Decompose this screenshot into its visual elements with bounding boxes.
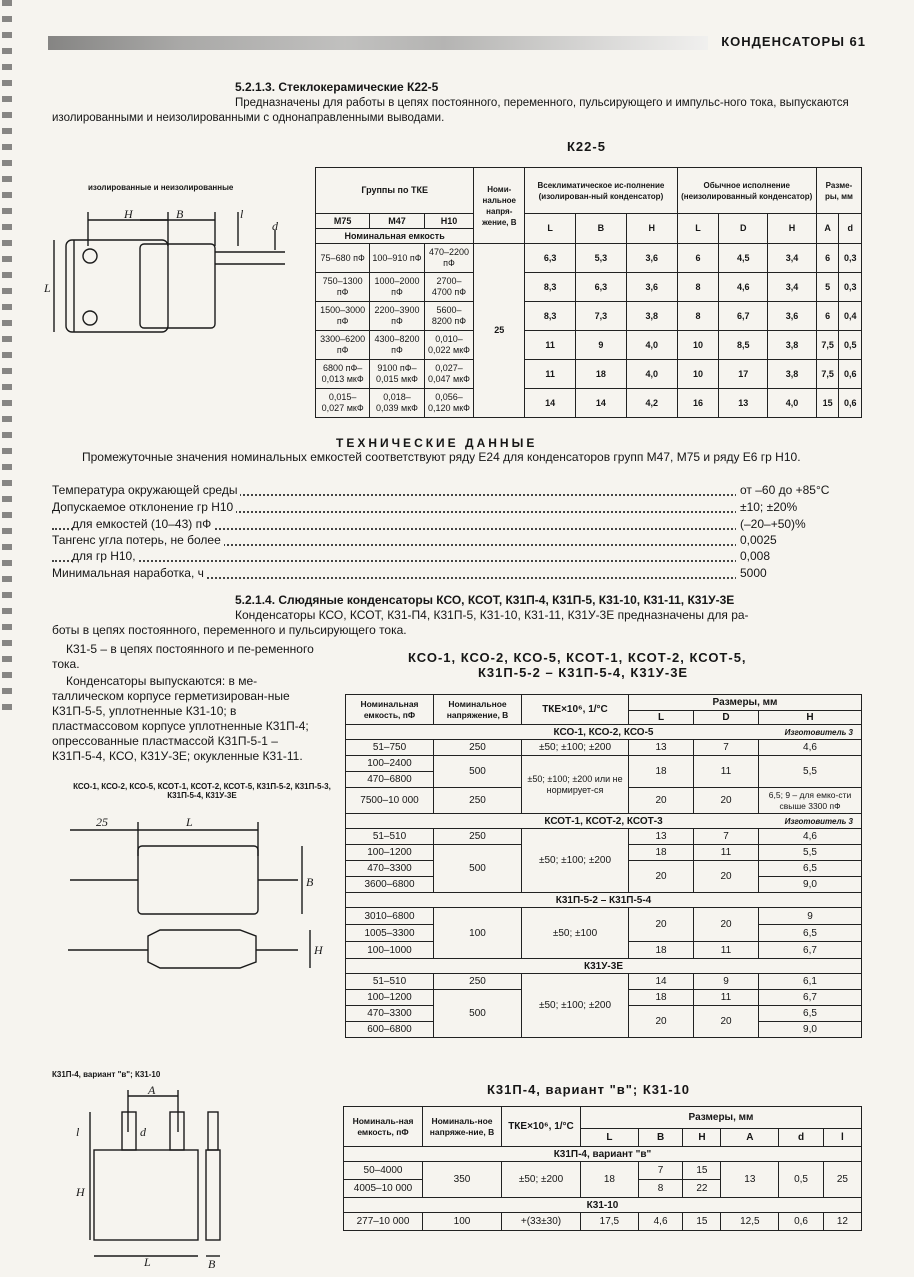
tech-value: 5000 (736, 566, 767, 580)
th-h10: Н10 (424, 214, 474, 229)
size-cell: 20 (694, 861, 759, 893)
dim-label-l: l (76, 1125, 80, 1139)
cap-cell: 100–1000 (346, 942, 434, 959)
size-cell: 5,5 (759, 756, 862, 788)
size-cell: 20 (629, 861, 694, 893)
group-header: КСОТ-1, КСОТ-2, КСОТ-3 Изготовитель 3 (346, 814, 862, 829)
table2-caption-1: КСО-1, КСО-2, КСО-5, КСОТ-1, КСОТ-2, КСОТ-5, (408, 650, 747, 665)
th-capacitance: Номинальная емкость, пФ (346, 695, 434, 725)
tech-label: для емкостей (10–43) пФ (72, 517, 214, 531)
cap-cell: 51–510 (346, 974, 434, 990)
size-cell: 17 (719, 360, 768, 389)
volt-cell: 500 (434, 845, 522, 893)
cap-cell: 470–3300 (346, 1006, 434, 1022)
size-cell: 20 (629, 788, 694, 814)
size-cell: 14 (525, 389, 576, 418)
th-sub: d (839, 214, 862, 244)
size-cell: 0,5 (839, 331, 862, 360)
tke-cell: ±50; ±100; ±200 (522, 974, 629, 1038)
cap-cell: 51–510 (346, 829, 434, 845)
capacitance-cell: 0,056–0,120 мкФ (424, 389, 474, 418)
tke-cell: ±50; ±100; ±200 (522, 829, 629, 893)
tech-value: 0,008 (736, 549, 770, 563)
size-cell: 4,6 (638, 1213, 683, 1231)
th-sub: D (719, 214, 768, 244)
figure-caption-k22-5: изолированные и неизолированные (88, 183, 234, 192)
size-cell: 4,2 (626, 389, 677, 418)
size-cell: 9,0 (759, 877, 862, 893)
capacitance-cell: 470–2200 пФ (424, 244, 474, 273)
capacitance-cell: 6800 пФ–0,013 мкФ (316, 360, 370, 389)
size-cell: 15 (683, 1213, 721, 1231)
tke-cell: ±50; ±200 (502, 1162, 581, 1198)
th-voltage: Номиналь-ное напряже-ние, В (423, 1107, 502, 1147)
mica-text-2: Конденсаторы выпускаются: в ме-таллическом корпусе герметизирован-ные К31П-5-5, уплотненные К31-10; в пластмассовом корпусе уплотненные К31П-4; опрессованные пластмассой К31П-5-1 – К31П-5-4, КСО, К31У-3Е; окукленные К31-11. (52, 674, 309, 763)
th-sub: B (638, 1129, 683, 1147)
size-cell: 0,6 (839, 360, 862, 389)
volt-cell: 250 (434, 740, 522, 756)
table-row (316, 244, 862, 273)
size-cell: 4,6 (759, 829, 862, 845)
size-cell: 8,5 (719, 331, 768, 360)
cap-cell: 600–6800 (346, 1022, 434, 1038)
k22-5-outline-drawing (40, 200, 300, 350)
size-cell: 20 (694, 908, 759, 942)
dim-label-l: l (240, 207, 244, 221)
th-groups: Группы по ТКЕ (316, 168, 474, 214)
capacitance-cell: 4300–8200 пФ (370, 331, 424, 360)
section-intro-k22-5: Предназначены для работы в цепях постоянного, переменного, пульсирующего и импульс-ного тока, выпускаются изолированными и неизолированными с однонаправленными выводами. (52, 97, 849, 124)
size-cell: 20 (694, 788, 759, 814)
size-cell: 9 (759, 908, 862, 925)
size-cell: 6,7 (759, 942, 862, 959)
size-cell: 22 (683, 1180, 721, 1198)
size-cell: 20 (629, 908, 694, 942)
th-sub: H (768, 214, 817, 244)
size-cell: 3,4 (768, 273, 817, 302)
size-cell: 18 (629, 990, 694, 1006)
th-sub: A (816, 214, 839, 244)
size-cell: 7 (694, 829, 759, 845)
capacitance-cell: 2700–4700 пФ (424, 273, 474, 302)
capacitance-cell: 0,010–0,022 мкФ (424, 331, 474, 360)
size-cell: 8 (638, 1180, 683, 1198)
size-cell: 7 (694, 740, 759, 756)
th-tke: ТКЕ×10⁶, 1/°С (502, 1107, 581, 1147)
dim-label-L: L (186, 815, 193, 829)
size-cell: 7 (638, 1162, 683, 1180)
size-cell: 13 (629, 829, 694, 845)
th-voltage: Номи-нальное напря-жение, В (474, 168, 525, 244)
size-cell: 11 (694, 845, 759, 861)
capacitance-cell: 2200–3900 пФ (370, 302, 424, 331)
size-cell: 6 (677, 244, 719, 273)
size-cell: 6,7 (719, 302, 768, 331)
size-cell: 7,5 (816, 360, 839, 389)
th-sub: L (629, 711, 694, 725)
size-cell: 11 (694, 990, 759, 1006)
capacitance-cell: 100–910 пФ (370, 244, 424, 273)
group-header: К31П-4, вариант "в" (344, 1147, 862, 1162)
dim-label-H: H (76, 1185, 85, 1199)
tech-value: от –60 до +85°С (736, 483, 829, 497)
size-cell: 4,6 (719, 273, 768, 302)
th-sub: d (779, 1129, 824, 1147)
volt-cell: 100 (434, 908, 522, 959)
size-cell: 11 (694, 756, 759, 788)
size-cell: 9,0 (759, 1022, 862, 1038)
size-cell: 8,3 (525, 302, 576, 331)
size-cell: 6,3 (525, 244, 576, 273)
th-sub: l (823, 1129, 861, 1147)
dim-label-B: B (306, 875, 314, 889)
size-cell: 17,5 (581, 1213, 639, 1231)
group-header: КСО-1, КСО-2, КСО-5 Изготовитель 3 (346, 725, 862, 740)
th-m47: М47 (370, 214, 424, 229)
capacitance-cell: 0,027–0,047 мкФ (424, 360, 474, 389)
size-cell: 5,3 (576, 244, 627, 273)
table3-caption: К31П-4, вариант "в"; К31-10 (487, 1082, 691, 1097)
size-cell: 15 (683, 1162, 721, 1180)
dim-label-25: 25 (96, 815, 108, 829)
group-header: К31-10 (344, 1198, 862, 1213)
dim-label-H: H (124, 207, 133, 221)
capacitance-cell: 750–1300 пФ (316, 273, 370, 302)
size-cell: 18 (629, 756, 694, 788)
k31p4-table (343, 1106, 862, 1231)
size-cell: 18 (629, 942, 694, 959)
size-cell: 13 (719, 389, 768, 418)
size-cell: 0,6 (839, 389, 862, 418)
dim-label-L: L (144, 1255, 151, 1269)
size-cell: 6,5 (759, 1006, 862, 1022)
th-allclimate: Всеклиматическое ис-полнение (изолирован-ный конденсатор) (525, 168, 677, 214)
size-cell: 4,5 (719, 244, 768, 273)
cap-cell: 100–1200 (346, 990, 434, 1006)
tech-label: для гр Н10, (72, 549, 139, 563)
th-sub: H (683, 1129, 721, 1147)
size-cell: 3,6 (626, 244, 677, 273)
table-row (344, 1213, 862, 1231)
header-band (48, 36, 708, 50)
size-cell: 8 (677, 273, 719, 302)
dim-label-L: L (44, 281, 51, 295)
tech-value: (–20–+50)% (736, 517, 806, 531)
size-cell: 6 (816, 244, 839, 273)
capacitance-cell: 0,015–0,027 мкФ (316, 389, 370, 418)
k31p4-outline-drawing (66, 1084, 246, 1270)
table-row (316, 331, 862, 360)
voltage-cell: 25 (474, 244, 525, 418)
capacitance-cell: 1000–2000 пФ (370, 273, 424, 302)
tech-label: Тангенс угла потерь, не более (52, 533, 224, 547)
size-cell: 13 (721, 1162, 779, 1198)
dim-label-B: B (208, 1257, 216, 1270)
size-cell: 6,7 (759, 990, 862, 1006)
size-cell: 6,5; 9 – для емко-сти свыше 3300 пФ (759, 788, 862, 814)
size-cell: 3,8 (768, 360, 817, 389)
group-header: К31У-3Е (346, 959, 862, 974)
size-cell: 18 (581, 1162, 639, 1198)
tke-cell: ±50; ±100; ±200 (522, 740, 629, 756)
tke-cell: ±50; ±100 (522, 908, 629, 959)
section-intro-mica-1: Конденсаторы КСО, КСОТ, К31-П4, К31П-5, К31-10, К31-11, К31У-3Е предназначены для ра- (235, 608, 749, 622)
size-cell: 0,6 (779, 1213, 824, 1231)
size-cell: 14 (629, 974, 694, 990)
size-cell: 11 (694, 942, 759, 959)
th-voltage: Номинальное напряжение, В (434, 695, 522, 725)
size-cell: 4,0 (626, 331, 677, 360)
th-sub: H (759, 711, 862, 725)
volt-cell: 250 (434, 974, 522, 990)
figure-caption-kso: КСО-1, КСО-2, КСО-5, КСОТ-1, КСОТ-2, КСОТ-5, К31П-5-2, К31П-5-3, К31П-5-4, К31У-3Е (73, 782, 331, 800)
size-cell: 18 (629, 845, 694, 861)
size-cell: 4,6 (759, 740, 862, 756)
size-cell: 12,5 (721, 1213, 779, 1231)
section-title-k22-5: 5.2.1.3. Стеклокерамические К22-5 (235, 80, 439, 94)
section-intro-mica-2: боты в цепях постоянного, переменного и пульсирующего тока. (52, 623, 407, 637)
size-cell: 8,3 (525, 273, 576, 302)
tech-row (52, 549, 862, 566)
cap-cell: 470–6800 (346, 772, 434, 788)
tech-row (52, 533, 862, 550)
cap-cell: 50–4000 (344, 1162, 423, 1180)
volt-cell: 250 (434, 788, 522, 814)
th-capacitance: Номиналь-ная емкость, пФ (344, 1107, 423, 1147)
size-cell: 0,4 (839, 302, 862, 331)
th-sub: H (626, 214, 677, 244)
size-cell: 4,0 (626, 360, 677, 389)
figure-caption-k31p4: К31П-4, вариант "в"; К31-10 (52, 1070, 161, 1079)
tke-cell: ±50; ±100; ±200 или не нормирует-ся (522, 756, 629, 814)
dim-label-d: d (272, 219, 278, 233)
capacitance-cell: 9100 пФ–0,015 мкФ (370, 360, 424, 389)
size-cell: 6,1 (759, 974, 862, 990)
table-caption-k22-5: К22-5 (567, 139, 606, 154)
dim-label-B: B (176, 207, 184, 221)
th-sizes: Размеры, мм (629, 695, 862, 711)
cap-cell: 1005–3300 (346, 925, 434, 942)
size-cell: 3,6 (768, 302, 817, 331)
tech-label: Температура окружающей среды (52, 483, 240, 497)
table-row (316, 389, 862, 418)
size-cell: +(33±30) (502, 1213, 581, 1231)
volt-cell: 250 (434, 829, 522, 845)
size-cell: 11 (525, 360, 576, 389)
size-cell: 6,5 (759, 861, 862, 877)
size-cell: 25 (823, 1162, 861, 1198)
size-cell: 20 (629, 1006, 694, 1038)
th-sub: L (581, 1129, 639, 1147)
kso-table (345, 694, 862, 1038)
tech-row (52, 500, 862, 517)
size-cell: 4,0 (768, 389, 817, 418)
th-sub: A (721, 1129, 779, 1147)
leader-dots (52, 560, 752, 562)
size-cell: 10 (677, 331, 719, 360)
size-cell: 7,3 (576, 302, 627, 331)
size-cell: 6,3 (576, 273, 627, 302)
table-row (316, 273, 862, 302)
th-sub: L (677, 214, 719, 244)
th-sizes: Разме-ры, мм (816, 168, 861, 214)
cap-cell: 3600–6800 (346, 877, 434, 893)
size-cell: 5 (816, 273, 839, 302)
size-cell: 10 (677, 360, 719, 389)
volt-cell: 500 (434, 756, 522, 788)
volt-cell: 350 (423, 1162, 502, 1198)
table-row (316, 302, 862, 331)
tech-value: ±10; ±20% (736, 500, 797, 514)
tech-value: 0,0025 (736, 533, 777, 547)
th-m75: М75 (316, 214, 370, 229)
cap-cell: 100–1200 (346, 845, 434, 861)
kso-outline-drawing (60, 812, 330, 982)
tech-row (52, 517, 862, 534)
table2-caption-2: К31П-5-2 – К31П-5-4, К31У-3Е (478, 665, 689, 680)
th-tke: ТКЕ×10⁶, 1/°С (522, 695, 629, 725)
th-sizes: Размеры, мм (581, 1107, 862, 1129)
dim-label-H: H (314, 943, 323, 957)
size-cell: 15 (816, 389, 839, 418)
cap-cell: 100–2400 (346, 756, 434, 772)
group-header: К31П-5-2 – К31П-5-4 (346, 893, 862, 908)
cap-cell: 51–750 (346, 740, 434, 756)
size-cell: 12 (823, 1213, 861, 1231)
scan-margin-marks (2, 0, 12, 720)
size-cell: 100 (423, 1213, 502, 1231)
cap-cell: 277–10 000 (344, 1213, 423, 1231)
size-cell: 6,5 (759, 925, 862, 942)
page-header-title: КОНДЕНСАТОРЫ 61 (721, 34, 866, 49)
size-cell: 3,6 (626, 273, 677, 302)
size-cell: 3,4 (768, 244, 817, 273)
cap-cell: 470–3300 (346, 861, 434, 877)
volt-cell: 500 (434, 990, 522, 1038)
size-cell: 18 (576, 360, 627, 389)
tech-label: Минимальная наработка, ч (52, 566, 207, 580)
dim-label-d: d (140, 1125, 146, 1139)
size-cell: 0,5 (779, 1162, 824, 1198)
th-sub: B (576, 214, 627, 244)
size-cell: 13 (629, 740, 694, 756)
tech-title: ТЕХНИЧЕСКИЕ ДАННЫЕ (336, 436, 538, 450)
size-cell: 9 (694, 974, 759, 990)
tech-para: Промежуточные значения номинальных емкостей соответствуют ряду Е24 для конденсаторов групп М47, М75 и ряду Е6 гр Н10. (82, 450, 801, 464)
size-cell: 11 (525, 331, 576, 360)
th-ordinary: Обычное исполнение (неизолированный конденсатор) (677, 168, 816, 214)
capacitance-cell: 1500–3000 пФ (316, 302, 370, 331)
size-cell: 9 (576, 331, 627, 360)
cap-cell: 3010–6800 (346, 908, 434, 925)
capacitance-cell: 75–680 пФ (316, 244, 370, 273)
th-sub: D (694, 711, 759, 725)
size-cell: 0,3 (839, 273, 862, 302)
size-cell: 16 (677, 389, 719, 418)
mica-text-1: К31-5 – в цепях постоянного и пе-ременного тока. (52, 642, 314, 671)
size-cell: 7,5 (816, 331, 839, 360)
size-cell: 20 (694, 1006, 759, 1038)
section-title-mica: 5.2.1.4. Слюдяные конденсаторы КСО, КСОТ, К31П-4, К31П-5, К31-10, К31-11, К31У-3Е (235, 593, 735, 607)
size-cell: 6 (816, 302, 839, 331)
capacitance-cell: 5600–8200 пФ (424, 302, 474, 331)
size-cell: 0,3 (839, 244, 862, 273)
capacitance-cell: 3300–6200 пФ (316, 331, 370, 360)
tech-row (52, 483, 862, 500)
cap-cell: 7500–10 000 (346, 788, 434, 814)
capacitance-cell: 0,018–0,039 мкФ (370, 389, 424, 418)
tech-label: Допускаемое отклонение гр Н10 (52, 500, 236, 514)
dim-label-A: A (148, 1084, 156, 1097)
th-sub: L (525, 214, 576, 244)
size-cell: 8 (677, 302, 719, 331)
table-row (316, 360, 862, 389)
size-cell: 14 (576, 389, 627, 418)
k22-5-table (315, 167, 862, 418)
size-cell: 5,5 (759, 845, 862, 861)
cap-cell: 4005–10 000 (344, 1180, 423, 1198)
size-cell: 3,8 (768, 331, 817, 360)
tech-row (52, 566, 862, 583)
size-cell: 3,8 (626, 302, 677, 331)
th-capacitance: Номинальная емкость (316, 229, 474, 244)
